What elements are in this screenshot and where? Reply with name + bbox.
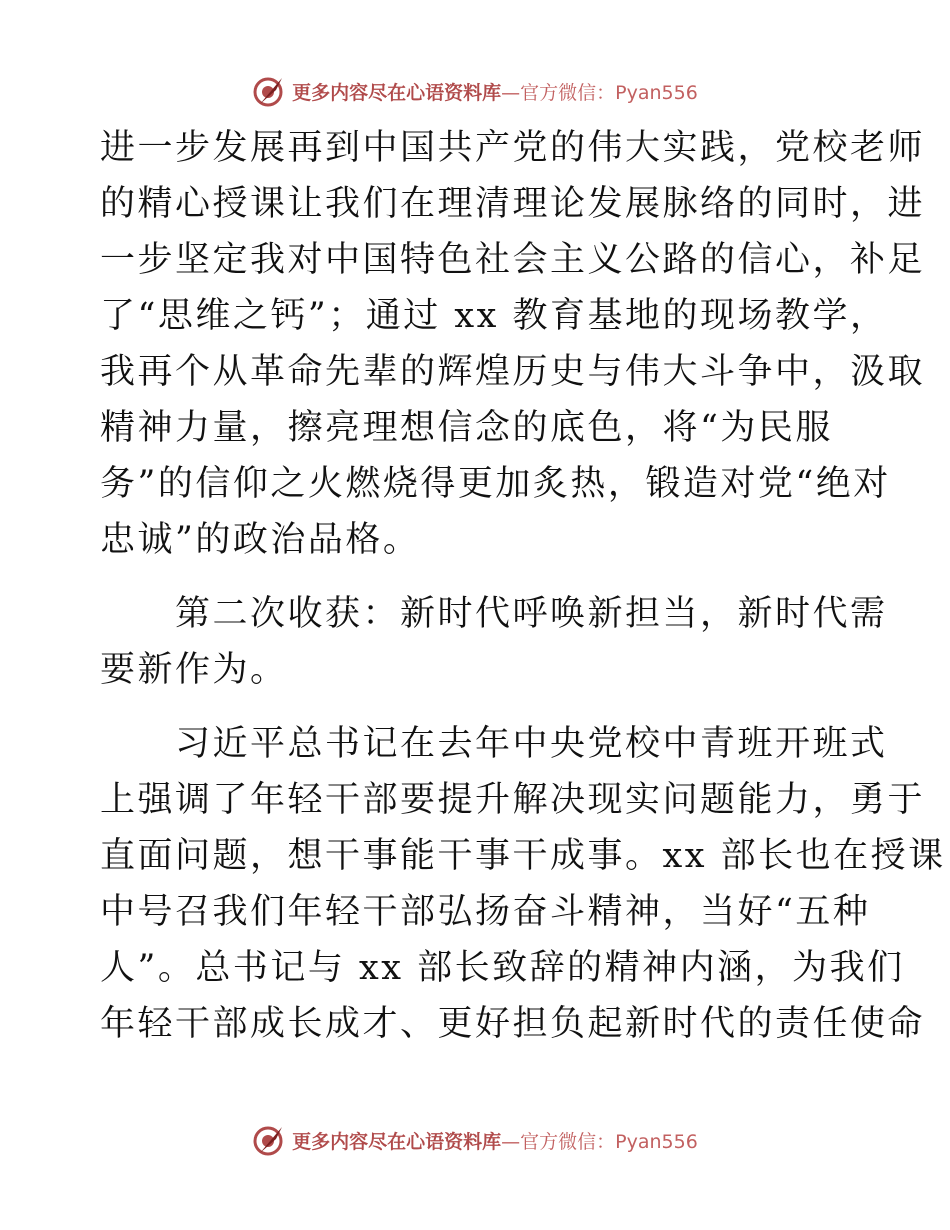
text-line: 人”。总书记与 xx 部长致辞的精神内涵，为我们	[100, 948, 905, 988]
text-line: 年轻干部成长成才、更好担负起新时代的责任使命	[100, 1004, 926, 1044]
text-line: 忠诚”的政治品格。	[100, 520, 421, 560]
text-line: 进一步发展再到中国共产党的伟大实践，党校老师	[100, 128, 926, 168]
footer-banner-main: 更多内容尽在心语资料库	[292, 1130, 502, 1153]
header-banner	[0, 71, 950, 111]
header-banner-tail: —官方微信：Pyan556	[501, 81, 698, 104]
text-line: 要新作为。	[100, 650, 288, 690]
text-line: 上强调了年轻干部要提升解决现实问题能力，勇于	[100, 780, 926, 820]
text-line: 中号召我们年轻干部弘扬奋斗精神，当好“五种	[100, 892, 871, 932]
text-line: 的精心授课让我们在理清理论发展脉络的同时，进	[100, 184, 926, 224]
text-line: 习近平总书记在去年中央党校中青班开班式	[100, 724, 888, 764]
text-line: 精神力量，擦亮理想信念的底色，将“为民服	[100, 408, 833, 448]
header-banner-main: 更多内容尽在心语资料库	[292, 81, 502, 104]
quill-logo-icon	[252, 74, 286, 108]
document-body	[100, 120, 946, 1052]
text-line: 我再个从革命先辈的辉煌历史与伟大斗争中，汲取	[100, 352, 926, 392]
text-line: 一步坚定我对中国特色社会主义公路的信心，补足	[100, 240, 926, 280]
paragraph-2-heading	[100, 586, 888, 698]
footer-banner	[0, 1120, 950, 1160]
text-line: 第二次收获：新时代呼唤新担当，新时代需	[100, 594, 888, 634]
text-line: 务”的信仰之火燃烧得更加炙热，锻造对党“绝对	[100, 464, 891, 504]
footer-banner-tail: —官方微信：Pyan556	[501, 1130, 698, 1153]
quill-logo-icon	[252, 1123, 286, 1157]
text-line: 直面问题，想干事能干事干成事。xx 部长也在授课	[100, 836, 946, 876]
paragraph-3	[100, 716, 946, 1052]
text-line: 了“思维之钙”；通过 xx 教育基地的现场教学，	[100, 296, 888, 336]
paragraph-1	[100, 120, 926, 568]
